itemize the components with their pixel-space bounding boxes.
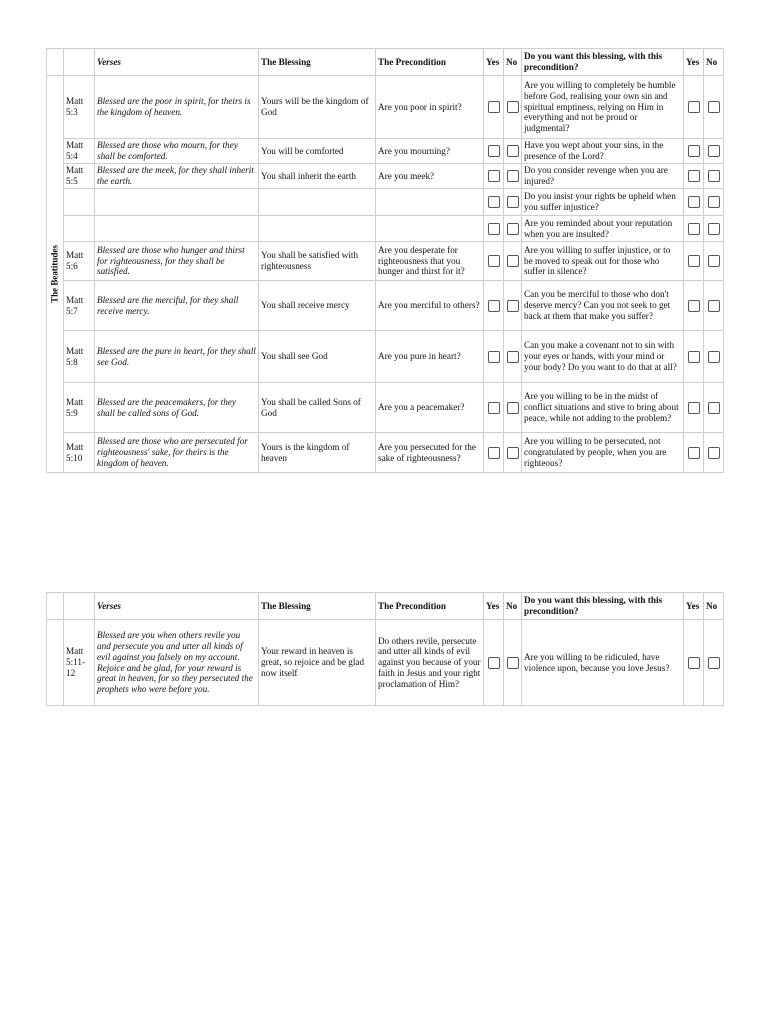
want-no-checkbox[interactable] [708, 447, 720, 459]
table-row [47, 433, 724, 473]
blessing-text: Yours is the kingdom of heaven [259, 433, 376, 473]
want-yes-checkbox-cell [684, 216, 704, 242]
precondition-text [376, 216, 484, 242]
want-no-checkbox[interactable] [708, 300, 720, 312]
want-blessing-question: Have you wept about your sins, in the presence of the Lord? [522, 139, 684, 164]
precondition-yes-checkbox[interactable] [488, 447, 500, 459]
header-precondition: The Precondition [376, 49, 484, 76]
verse-reference: Matt 5:6 [64, 242, 95, 281]
verse-text: Blessed are the pure in heart, for they shall see God. [95, 331, 259, 383]
blessing-text: You shall be called Sons of God [259, 383, 376, 433]
header-no-2: No [704, 593, 724, 620]
header-ref [64, 49, 95, 76]
want-yes-checkbox-cell [684, 139, 704, 164]
header-no-2: No [704, 49, 724, 76]
header-blank [47, 49, 64, 76]
want-no-checkbox[interactable] [708, 170, 720, 182]
precondition-no-checkbox[interactable] [507, 170, 519, 182]
header-no: No [504, 49, 522, 76]
table-row [47, 216, 724, 242]
header-yes-2: Yes [684, 49, 704, 76]
verse-reference [64, 189, 95, 216]
want-yes-checkbox-cell [684, 281, 704, 331]
precondition-yes-checkbox-cell [484, 242, 504, 281]
precondition-no-checkbox-cell [504, 383, 522, 433]
table-row [47, 331, 724, 383]
header-verses: Verses [95, 593, 259, 620]
want-yes-checkbox-cell [684, 331, 704, 383]
want-no-checkbox-cell [704, 76, 724, 139]
verse-reference [64, 216, 95, 242]
precondition-text: Are you merciful to others? [376, 281, 484, 331]
blessing-text: You shall see God [259, 331, 376, 383]
beatitudes-table-2 [46, 592, 724, 706]
precondition-yes-checkbox[interactable] [488, 145, 500, 157]
precondition-yes-checkbox-cell [484, 139, 504, 164]
precondition-no-checkbox[interactable] [507, 300, 519, 312]
header-ref [64, 593, 95, 620]
want-blessing-question: Can you make a covenant not to sin with your eyes or hands, with your mind or your body? Do you want to do that at all? [522, 331, 684, 383]
precondition-text [376, 189, 484, 216]
want-yes-checkbox[interactable] [688, 145, 700, 157]
precondition-no-checkbox-cell [504, 433, 522, 473]
header-blank [47, 593, 64, 620]
verse-text [95, 216, 259, 242]
want-no-checkbox-cell [704, 383, 724, 433]
blessing-text [259, 189, 376, 216]
precondition-text: Are you a peacemaker? [376, 383, 484, 433]
precondition-yes-checkbox-cell [484, 76, 504, 139]
want-no-checkbox-cell [704, 164, 724, 189]
precondition-yes-checkbox-cell [484, 383, 504, 433]
want-no-checkbox-cell [704, 139, 724, 164]
want-no-checkbox[interactable] [708, 351, 720, 363]
verse-text: Blessed are those who hunger and thirst for righteousness, for they shall be satisfied. [95, 242, 259, 281]
verse-reference: Matt 5:3 [64, 76, 95, 139]
verse-text [95, 189, 259, 216]
want-blessing-question: Are you willing to completely be humble before God, realising your own sin and spiritual emptiness, relying on Him in everything and not be proud or judgmental? [522, 76, 684, 139]
precondition-yes-checkbox-cell [484, 281, 504, 331]
blessing-text: You shall inherit the earth [259, 164, 376, 189]
precondition-no-checkbox[interactable] [507, 657, 519, 669]
precondition-no-checkbox[interactable] [507, 447, 519, 459]
precondition-no-checkbox[interactable] [507, 255, 519, 267]
verse-text: Blessed are those who are persecuted for righteousness' sake, for theirs is the kingdom of heaven. [95, 433, 259, 473]
precondition-no-checkbox-cell [504, 242, 522, 281]
header-yes: Yes [484, 49, 504, 76]
header-blessing: The Blessing [259, 593, 376, 620]
header-want-blessing: Do you want this blessing, with this precondition? [522, 593, 684, 620]
want-no-checkbox-cell [704, 281, 724, 331]
want-yes-checkbox[interactable] [688, 255, 700, 267]
want-yes-checkbox-cell [684, 189, 704, 216]
verse-text: Blessed are the poor in spirit, for theirs is the kingdom of heaven. [95, 76, 259, 139]
header-row [47, 49, 724, 76]
want-no-checkbox-cell [704, 189, 724, 216]
blessing-text: You will be comforted [259, 139, 376, 164]
precondition-text: Are you mourning? [376, 139, 484, 164]
precondition-no-checkbox-cell [504, 331, 522, 383]
precondition-yes-checkbox[interactable] [488, 351, 500, 363]
beatitudes-table [46, 48, 724, 473]
want-yes-checkbox[interactable] [688, 300, 700, 312]
table-row [47, 139, 724, 164]
precondition-yes-checkbox[interactable] [488, 402, 500, 414]
precondition-yes-checkbox-cell [484, 620, 504, 706]
header-row [47, 593, 724, 620]
want-no-checkbox[interactable] [708, 223, 720, 235]
want-no-checkbox[interactable] [708, 145, 720, 157]
precondition-no-checkbox-cell [504, 164, 522, 189]
want-no-checkbox[interactable] [708, 196, 720, 208]
want-no-checkbox-cell [704, 433, 724, 473]
precondition-no-checkbox[interactable] [507, 101, 519, 113]
want-no-checkbox-cell [704, 331, 724, 383]
precondition-no-checkbox-cell [504, 620, 522, 706]
precondition-yes-checkbox-cell [484, 216, 504, 242]
header-precondition: The Precondition [376, 593, 484, 620]
want-blessing-question: Are you willing to be ridiculed, have violence upon, because you love Jesus? [522, 620, 684, 706]
verse-reference: Matt 5:8 [64, 331, 95, 383]
verse-reference: Matt 5:10 [64, 433, 95, 473]
verse-text: Blessed are the merciful, for they shall receive mercy. [95, 281, 259, 331]
want-blessing-question: Are you reminded about your reputation when you are insulted? [522, 216, 684, 242]
blessing-text: You shall receive mercy [259, 281, 376, 331]
precondition-no-checkbox-cell [504, 216, 522, 242]
precondition-text: Are you poor in spirit? [376, 76, 484, 139]
precondition-yes-checkbox[interactable] [488, 223, 500, 235]
want-blessing-question: Do you consider revenge when you are injured? [522, 164, 684, 189]
blessing-text: You shall be satisfied with righteousness [259, 242, 376, 281]
table-row [47, 189, 724, 216]
want-no-checkbox[interactable] [708, 255, 720, 267]
want-yes-checkbox[interactable] [688, 402, 700, 414]
want-no-checkbox-cell [704, 242, 724, 281]
verse-reference: Matt 5:4 [64, 139, 95, 164]
want-no-checkbox[interactable] [708, 402, 720, 414]
precondition-yes-checkbox-cell [484, 189, 504, 216]
precondition-no-checkbox[interactable] [507, 145, 519, 157]
precondition-text: Do others revile, persecute and utter all kinds of evil against you because of your faith in Jesus and your right proclamation of Him? [376, 620, 484, 706]
want-yes-checkbox[interactable] [688, 447, 700, 459]
precondition-yes-checkbox[interactable] [488, 657, 500, 669]
want-yes-checkbox-cell [684, 242, 704, 281]
want-blessing-question: Are you willing to be persecuted, not congratulated by people, when you are righteous? [522, 433, 684, 473]
want-yes-checkbox[interactable] [688, 351, 700, 363]
blessing-text [259, 216, 376, 242]
want-yes-checkbox[interactable] [688, 223, 700, 235]
side-label: The Beatitudes [49, 245, 60, 303]
want-blessing-question: Are you willing to be in the midst of conflict situations and stive to bring about peace, while not adding to the problem? [522, 383, 684, 433]
want-yes-checkbox-cell [684, 620, 704, 706]
want-blessing-question: Are you willing to suffer injustice, or to be moved to speak out for those who suffer in silence? [522, 242, 684, 281]
want-yes-checkbox-cell [684, 164, 704, 189]
precondition-text: Are you desperate for righteousness that you hunger and thirst for it? [376, 242, 484, 281]
want-yes-checkbox-cell [684, 76, 704, 139]
want-blessing-question: Do you insist your rights be upheld when you suffer injustice? [522, 189, 684, 216]
table-row [47, 242, 724, 281]
precondition-no-checkbox-cell [504, 76, 522, 139]
want-blessing-question: Can you be merciful to those who don't deserve mercy? Can you not seek to get back at them that make you suffer? [522, 281, 684, 331]
precondition-yes-checkbox[interactable] [488, 196, 500, 208]
want-no-checkbox[interactable] [708, 101, 720, 113]
table-row [47, 281, 724, 331]
precondition-no-checkbox-cell [504, 139, 522, 164]
blessing-text: Your reward in heaven is great, so rejoice and be glad now itself [259, 620, 376, 706]
precondition-no-checkbox-cell [504, 189, 522, 216]
header-want-blessing: Do you want this blessing, with this precondition? [522, 49, 684, 76]
want-yes-checkbox[interactable] [688, 101, 700, 113]
precondition-no-checkbox[interactable] [507, 351, 519, 363]
verse-reference: Matt 5:5 [64, 164, 95, 189]
blessing-text: Yours will be the kingdom of God [259, 76, 376, 139]
verse-reference: Matt 5:7 [64, 281, 95, 331]
precondition-text: Are you meek? [376, 164, 484, 189]
want-yes-checkbox[interactable] [688, 657, 700, 669]
precondition-yes-checkbox-cell [484, 433, 504, 473]
want-yes-checkbox-cell [684, 433, 704, 473]
verse-text: Blessed are you when others revile you and persecute you and utter all kinds of evil against you falsely on my account. Rejoice and be glad, for your reward is great in heaven, for so they persecuted the prophets who were before you. [95, 620, 259, 706]
precondition-no-checkbox-cell [504, 281, 522, 331]
precondition-yes-checkbox[interactable] [488, 255, 500, 267]
precondition-yes-checkbox[interactable] [488, 170, 500, 182]
verse-reference: Matt 5:9 [64, 383, 95, 433]
table-row [47, 620, 724, 706]
table-row [47, 164, 724, 189]
side-column [47, 76, 64, 473]
header-verses: Verses [95, 49, 259, 76]
want-no-checkbox-cell [704, 216, 724, 242]
header-yes: Yes [484, 593, 504, 620]
precondition-yes-checkbox-cell [484, 164, 504, 189]
precondition-no-checkbox[interactable] [507, 402, 519, 414]
precondition-no-checkbox[interactable] [507, 196, 519, 208]
precondition-yes-checkbox[interactable] [488, 300, 500, 312]
precondition-no-checkbox[interactable] [507, 223, 519, 235]
table-row [47, 76, 724, 139]
header-yes-2: Yes [684, 593, 704, 620]
verse-reference: Matt 5:11-12 [64, 620, 95, 706]
verse-text: Blessed are those who mourn, for they shall be comforted. [95, 139, 259, 164]
want-no-checkbox-cell [704, 620, 724, 706]
want-no-checkbox[interactable] [708, 657, 720, 669]
header-no: No [504, 593, 522, 620]
want-yes-checkbox[interactable] [688, 196, 700, 208]
want-yes-checkbox[interactable] [688, 170, 700, 182]
precondition-text: Are you pure in heart? [376, 331, 484, 383]
precondition-yes-checkbox[interactable] [488, 101, 500, 113]
precondition-text: Are you persecuted for the sake of righteousness? [376, 433, 484, 473]
table-row [47, 383, 724, 433]
header-blessing: The Blessing [259, 49, 376, 76]
precondition-yes-checkbox-cell [484, 331, 504, 383]
want-yes-checkbox-cell [684, 383, 704, 433]
verse-text: Blessed are the peacemakers, for they shall be called sons of God. [95, 383, 259, 433]
verse-text: Blessed are the meek, for they shall inherit the earth. [95, 164, 259, 189]
side-column [47, 620, 64, 706]
